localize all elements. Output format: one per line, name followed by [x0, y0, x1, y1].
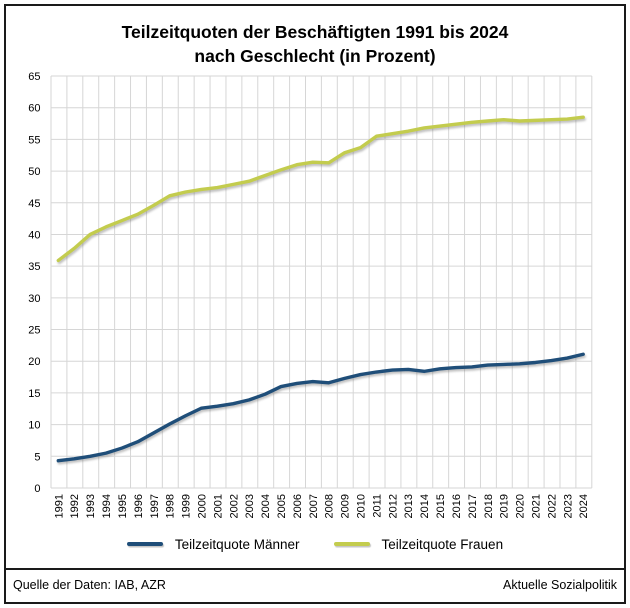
- x-axis-tick-label: 2014: [419, 494, 432, 519]
- series-line-frauen: [58, 117, 583, 260]
- x-axis-tick-label: 2015: [435, 494, 448, 519]
- y-axis-tick-label: 20: [28, 356, 41, 369]
- x-axis-tick-label: 1999: [180, 494, 193, 519]
- legend-swatch-frauen: [334, 542, 370, 547]
- x-axis-tick-label: 1997: [148, 494, 161, 519]
- y-axis-tick-label: 30: [28, 292, 41, 305]
- x-axis-tick-label: 2011: [371, 494, 384, 518]
- y-axis-tick-label: 65: [28, 71, 41, 83]
- y-axis-tick-label: 5: [34, 451, 41, 464]
- x-axis-tick-label: 2001: [212, 494, 225, 519]
- x-axis-tick-label: 2019: [498, 494, 511, 519]
- x-axis-tick-label: 2021: [530, 494, 543, 519]
- legend-swatch-maenner: [127, 542, 163, 547]
- x-axis-tick-label: 2013: [403, 494, 416, 519]
- x-axis-tick-label: 2022: [546, 494, 559, 519]
- x-axis-tick-label: 1998: [164, 494, 177, 519]
- data-source-text: Quelle der Daten: IAB, AZR: [13, 578, 166, 592]
- legend-label-maenner: Teilzeitquote Männer: [174, 536, 300, 552]
- x-axis-tick-label: 2004: [260, 494, 273, 519]
- x-axis-tick-label: 2005: [275, 494, 288, 519]
- chart-title-line2: nach Geschlecht (in Prozent): [194, 46, 436, 66]
- x-axis-tick-label: 2012: [387, 494, 400, 519]
- x-axis-tick-label: 1995: [116, 494, 129, 519]
- x-axis-tick-label: 2007: [307, 494, 320, 519]
- x-axis-tick-label: 1994: [101, 494, 114, 519]
- y-axis-tick-label: 55: [28, 134, 41, 147]
- chart-legend: [0, 534, 630, 554]
- x-axis-tick-label: 2000: [196, 494, 209, 519]
- y-axis-tick-label: 25: [28, 324, 41, 337]
- x-axis-tick-label: 2020: [514, 494, 527, 519]
- x-axis-tick-label: 1992: [69, 494, 82, 519]
- chart-title-line1: Teilzeitquoten der Beschäftigten 1991 bis 2024: [121, 22, 509, 42]
- x-axis-tick-label: 2016: [450, 494, 463, 519]
- x-axis-tick-label: 2002: [228, 494, 241, 519]
- x-axis-tick-label: 2008: [323, 494, 336, 519]
- x-axis-tick-label: 2023: [562, 494, 575, 519]
- x-axis-tick-label: 2003: [244, 494, 257, 519]
- legend-item-maenner: [127, 537, 300, 552]
- y-axis-tick-label: 40: [28, 229, 41, 242]
- x-axis-tick-label: 1991: [53, 494, 66, 519]
- x-axis-tick-label: 2018: [482, 493, 495, 519]
- x-axis-tick-label: 1993: [85, 494, 98, 519]
- legend-label-frauen: Teilzeitquote Frauen: [381, 536, 504, 552]
- x-axis-tick-label: 1996: [132, 494, 145, 519]
- y-axis-tick-label: 45: [28, 197, 41, 210]
- x-axis-tick-label: 2017: [466, 494, 479, 519]
- x-axis-tick-label: 2024: [578, 494, 591, 519]
- y-axis-tick-label: 0: [34, 483, 41, 495]
- series-line-maenner: [58, 354, 583, 460]
- x-axis-tick-label: 2009: [339, 494, 352, 519]
- y-axis-tick-label: 15: [28, 387, 41, 400]
- y-axis-tick-label: 50: [28, 166, 41, 179]
- footer-bar: [4, 568, 626, 600]
- legend-item-frauen: [334, 537, 504, 552]
- y-axis-tick-label: 60: [28, 102, 41, 115]
- y-axis-tick-label: 35: [28, 261, 41, 274]
- credit-text: Aktuelle Sozialpolitik: [503, 578, 617, 592]
- x-axis-tick-label: 2010: [355, 494, 368, 519]
- x-axis-tick-label: 2006: [291, 494, 304, 519]
- y-axis-tick-label: 10: [28, 419, 41, 432]
